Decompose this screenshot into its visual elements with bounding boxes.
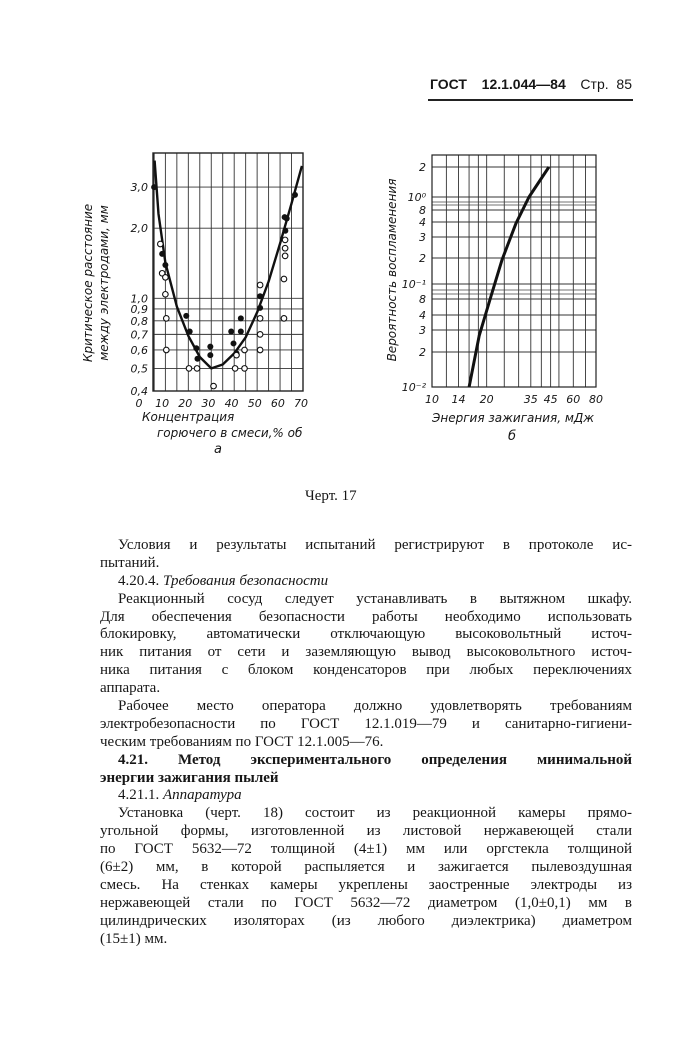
text-line-content: по ГОСТ 5632—72 толщиной (4±1) мм или оргстекла толщиной	[100, 841, 632, 858]
section-heading	[100, 573, 632, 591]
text-line-content: Установка (черт. 18) состоит из реакционной камеры прямо-	[118, 805, 632, 822]
x-tick-label: 40	[224, 397, 239, 410]
text-line-content: Для обеспечения безопасности работы необходимо использовать	[100, 608, 632, 625]
y-tick-label: 0,6	[130, 343, 148, 357]
y-tick-label: 8	[419, 293, 426, 306]
text-line-content: (15±1) мм.	[100, 930, 168, 947]
text-line-content: смесь. На стенках камеры укреплены заостренные электроды из	[100, 876, 632, 893]
y-tick-label: 1,0	[130, 292, 148, 306]
text-line-content: ческим требованиям по ГОСТ 12.1.005—76.	[100, 733, 384, 750]
y-tick-label: 2	[419, 252, 426, 265]
page-number: 85	[616, 76, 632, 92]
x-tick-label: 30	[201, 397, 216, 410]
data-point-filled	[231, 340, 237, 346]
x-tick-label: 20	[178, 397, 193, 410]
text-line-content: Реакционный сосуд следует устанавливать в вытяжном шкафу.	[118, 590, 632, 607]
text-line	[100, 841, 632, 859]
text-line-content: энергии зажигания пылей	[100, 769, 279, 786]
text-line-content: аппарата.	[100, 680, 161, 697]
data-point-open	[158, 241, 164, 247]
section-heading-text: Аппаратура	[163, 787, 242, 804]
chart-critical-distance	[80, 140, 340, 470]
text-line-content: нержавеющей стали по ГОСТ 5632—72 диаметром (1,0±0,1) мм в	[100, 894, 632, 911]
section-title-line	[100, 770, 632, 788]
y-tick-label: 3	[419, 231, 426, 244]
text-line	[100, 537, 632, 555]
x-tick-label: 10	[155, 397, 170, 410]
standard-number: 12.1.044—84	[481, 76, 566, 92]
data-point-open	[194, 366, 200, 372]
page-indicator	[580, 76, 632, 92]
text-line	[100, 591, 632, 609]
data-point-open	[242, 347, 248, 353]
chart-ignition-probability	[360, 140, 620, 440]
data-point-filled	[207, 352, 213, 358]
x-tick-label: 0	[135, 397, 143, 410]
panel-label: б	[507, 429, 517, 440]
text-line-content: 4.21. Метод экспериментального определения минимальной	[118, 751, 632, 768]
data-point-open	[257, 347, 263, 353]
data-point-filled	[284, 215, 290, 221]
text-line	[100, 626, 632, 644]
text-line	[100, 555, 632, 573]
y-tick-label: 10⁻²	[401, 381, 426, 394]
page-header	[430, 76, 632, 92]
y-tick-label: 4	[419, 309, 426, 322]
data-point-open	[211, 383, 217, 389]
data-point-open	[257, 332, 263, 338]
text-line	[100, 931, 632, 949]
data-point-filled	[207, 344, 213, 350]
text-line	[100, 680, 632, 698]
text-line-content: блокировку, автоматически отключающую высоковольтный источ-	[100, 626, 632, 643]
text-line-content: пытаний.	[100, 554, 160, 571]
data-point-open	[234, 352, 240, 358]
text-line	[100, 609, 632, 627]
section-number: 4.20.4.	[118, 572, 160, 589]
header-rule	[428, 99, 633, 101]
y-tick-label: 0,9	[130, 302, 148, 316]
y-tick-label: 8	[419, 204, 426, 217]
y-tick-label: 0,4	[130, 385, 148, 398]
y-tick-label: 0,8	[130, 314, 148, 328]
text-line-content: Условия и результаты испытаний регистрируют в протоколе ис-	[118, 537, 632, 553]
data-point-open	[282, 245, 288, 251]
text-line-content: Рабочее место оператора должно удовлетворять требованиям	[118, 698, 632, 715]
data-point-filled	[193, 345, 199, 351]
data-point-open	[282, 237, 288, 243]
data-point-open	[164, 347, 170, 353]
text-line-content: угольной формы, изготовленной из листовой нержавеющей стали	[100, 823, 632, 840]
data-point-filled	[183, 313, 189, 319]
data-point-open	[257, 316, 263, 322]
x-tick-label: 20	[479, 393, 494, 406]
text-line	[100, 805, 632, 823]
text-line	[100, 823, 632, 841]
data-point-filled	[228, 329, 234, 335]
x-tick-label: 50	[247, 397, 262, 410]
x-axis-title: горючего в смеси,% об	[157, 426, 303, 440]
text-line-content: (6±2) мм, в которой распыляется и зажигается пылевоздушная	[100, 859, 632, 876]
data-point-open	[163, 275, 169, 281]
data-point-filled	[238, 329, 244, 335]
section-heading-text: Требования безопасности	[163, 572, 329, 589]
x-tick-label: 10	[425, 393, 439, 406]
data-point-filled	[257, 293, 263, 299]
text-line	[100, 895, 632, 913]
y-tick-label: 10⁻¹	[401, 278, 426, 291]
panel-label: а	[214, 442, 222, 457]
x-axis-title: Концентрация	[142, 410, 235, 424]
y-tick-label: 2	[419, 161, 426, 174]
section-heading	[100, 787, 632, 805]
data-point-open	[281, 316, 287, 322]
data-point-open	[163, 292, 169, 298]
y-tick-label: 3	[419, 324, 426, 337]
data-point-open	[232, 366, 238, 372]
data-point-filled	[238, 315, 244, 321]
body-text	[100, 537, 632, 948]
data-point-filled	[292, 192, 298, 198]
standard-label: ГОСТ	[430, 76, 467, 92]
data-point-open	[282, 253, 288, 259]
y-axis-title: Критическое расстояние	[81, 203, 95, 363]
data-point-open	[242, 366, 248, 372]
text-line-content: ника питания с блоком конденсаторов при любых переключениях	[100, 662, 632, 679]
text-line-content: электробезопасности по ГОСТ 12.1.019—79 и санитарно-гигиени-	[100, 715, 632, 732]
x-tick-label: 14	[451, 393, 466, 406]
figure-caption: Черт. 17	[305, 488, 357, 504]
x-tick-label: 60	[270, 397, 285, 410]
y-tick-label: 2	[419, 346, 426, 359]
y-tick-label: 4	[419, 216, 426, 229]
data-point-open	[281, 276, 287, 282]
x-tick-label: 35	[523, 393, 538, 406]
section-number: 4.21.1.	[118, 787, 160, 804]
text-line	[100, 734, 632, 752]
y-tick-label: 3,0	[130, 181, 148, 195]
x-axis-title: Энергия зажигания, мДж	[432, 411, 595, 425]
text-line	[100, 698, 632, 716]
y-tick-label: 0,7	[130, 328, 148, 342]
x-tick-label: 60	[566, 393, 581, 406]
text-line	[100, 716, 632, 734]
data-point-filled	[257, 305, 263, 311]
text-line-content: цилиндрических изоляторах (из любого диэлектрика) диаметром	[100, 912, 632, 929]
y-axis-title: между электродами, мм	[97, 205, 111, 361]
y-axis-title: Вероятность воспламенения	[385, 178, 399, 362]
text-line	[100, 877, 632, 895]
x-tick-label: 80	[589, 393, 603, 406]
data-point-open	[164, 316, 170, 322]
x-tick-label: 70	[294, 397, 308, 410]
text-line	[100, 644, 632, 662]
section-title-line	[100, 752, 632, 770]
data-point-filled	[187, 329, 193, 335]
page-label: Стр.	[580, 76, 609, 92]
data-point-filled	[162, 262, 168, 268]
data-point-open	[257, 282, 263, 288]
data-point-filled	[194, 356, 200, 362]
data-point-filled	[151, 184, 157, 190]
data-point-filled	[159, 251, 165, 257]
text-line	[100, 859, 632, 877]
y-tick-label: 0,5	[130, 362, 148, 376]
probability-curve	[469, 167, 549, 387]
y-tick-label: 10⁰	[407, 191, 426, 204]
text-line	[100, 913, 632, 931]
y-tick-label: 2,0	[130, 222, 148, 236]
text-line	[100, 662, 632, 680]
text-line-content: ник питания от сети и заземляющую вывод высоковольтного источ-	[100, 644, 632, 661]
data-point-filled	[282, 228, 288, 234]
x-tick-label: 45	[543, 393, 558, 406]
data-point-open	[186, 366, 192, 372]
